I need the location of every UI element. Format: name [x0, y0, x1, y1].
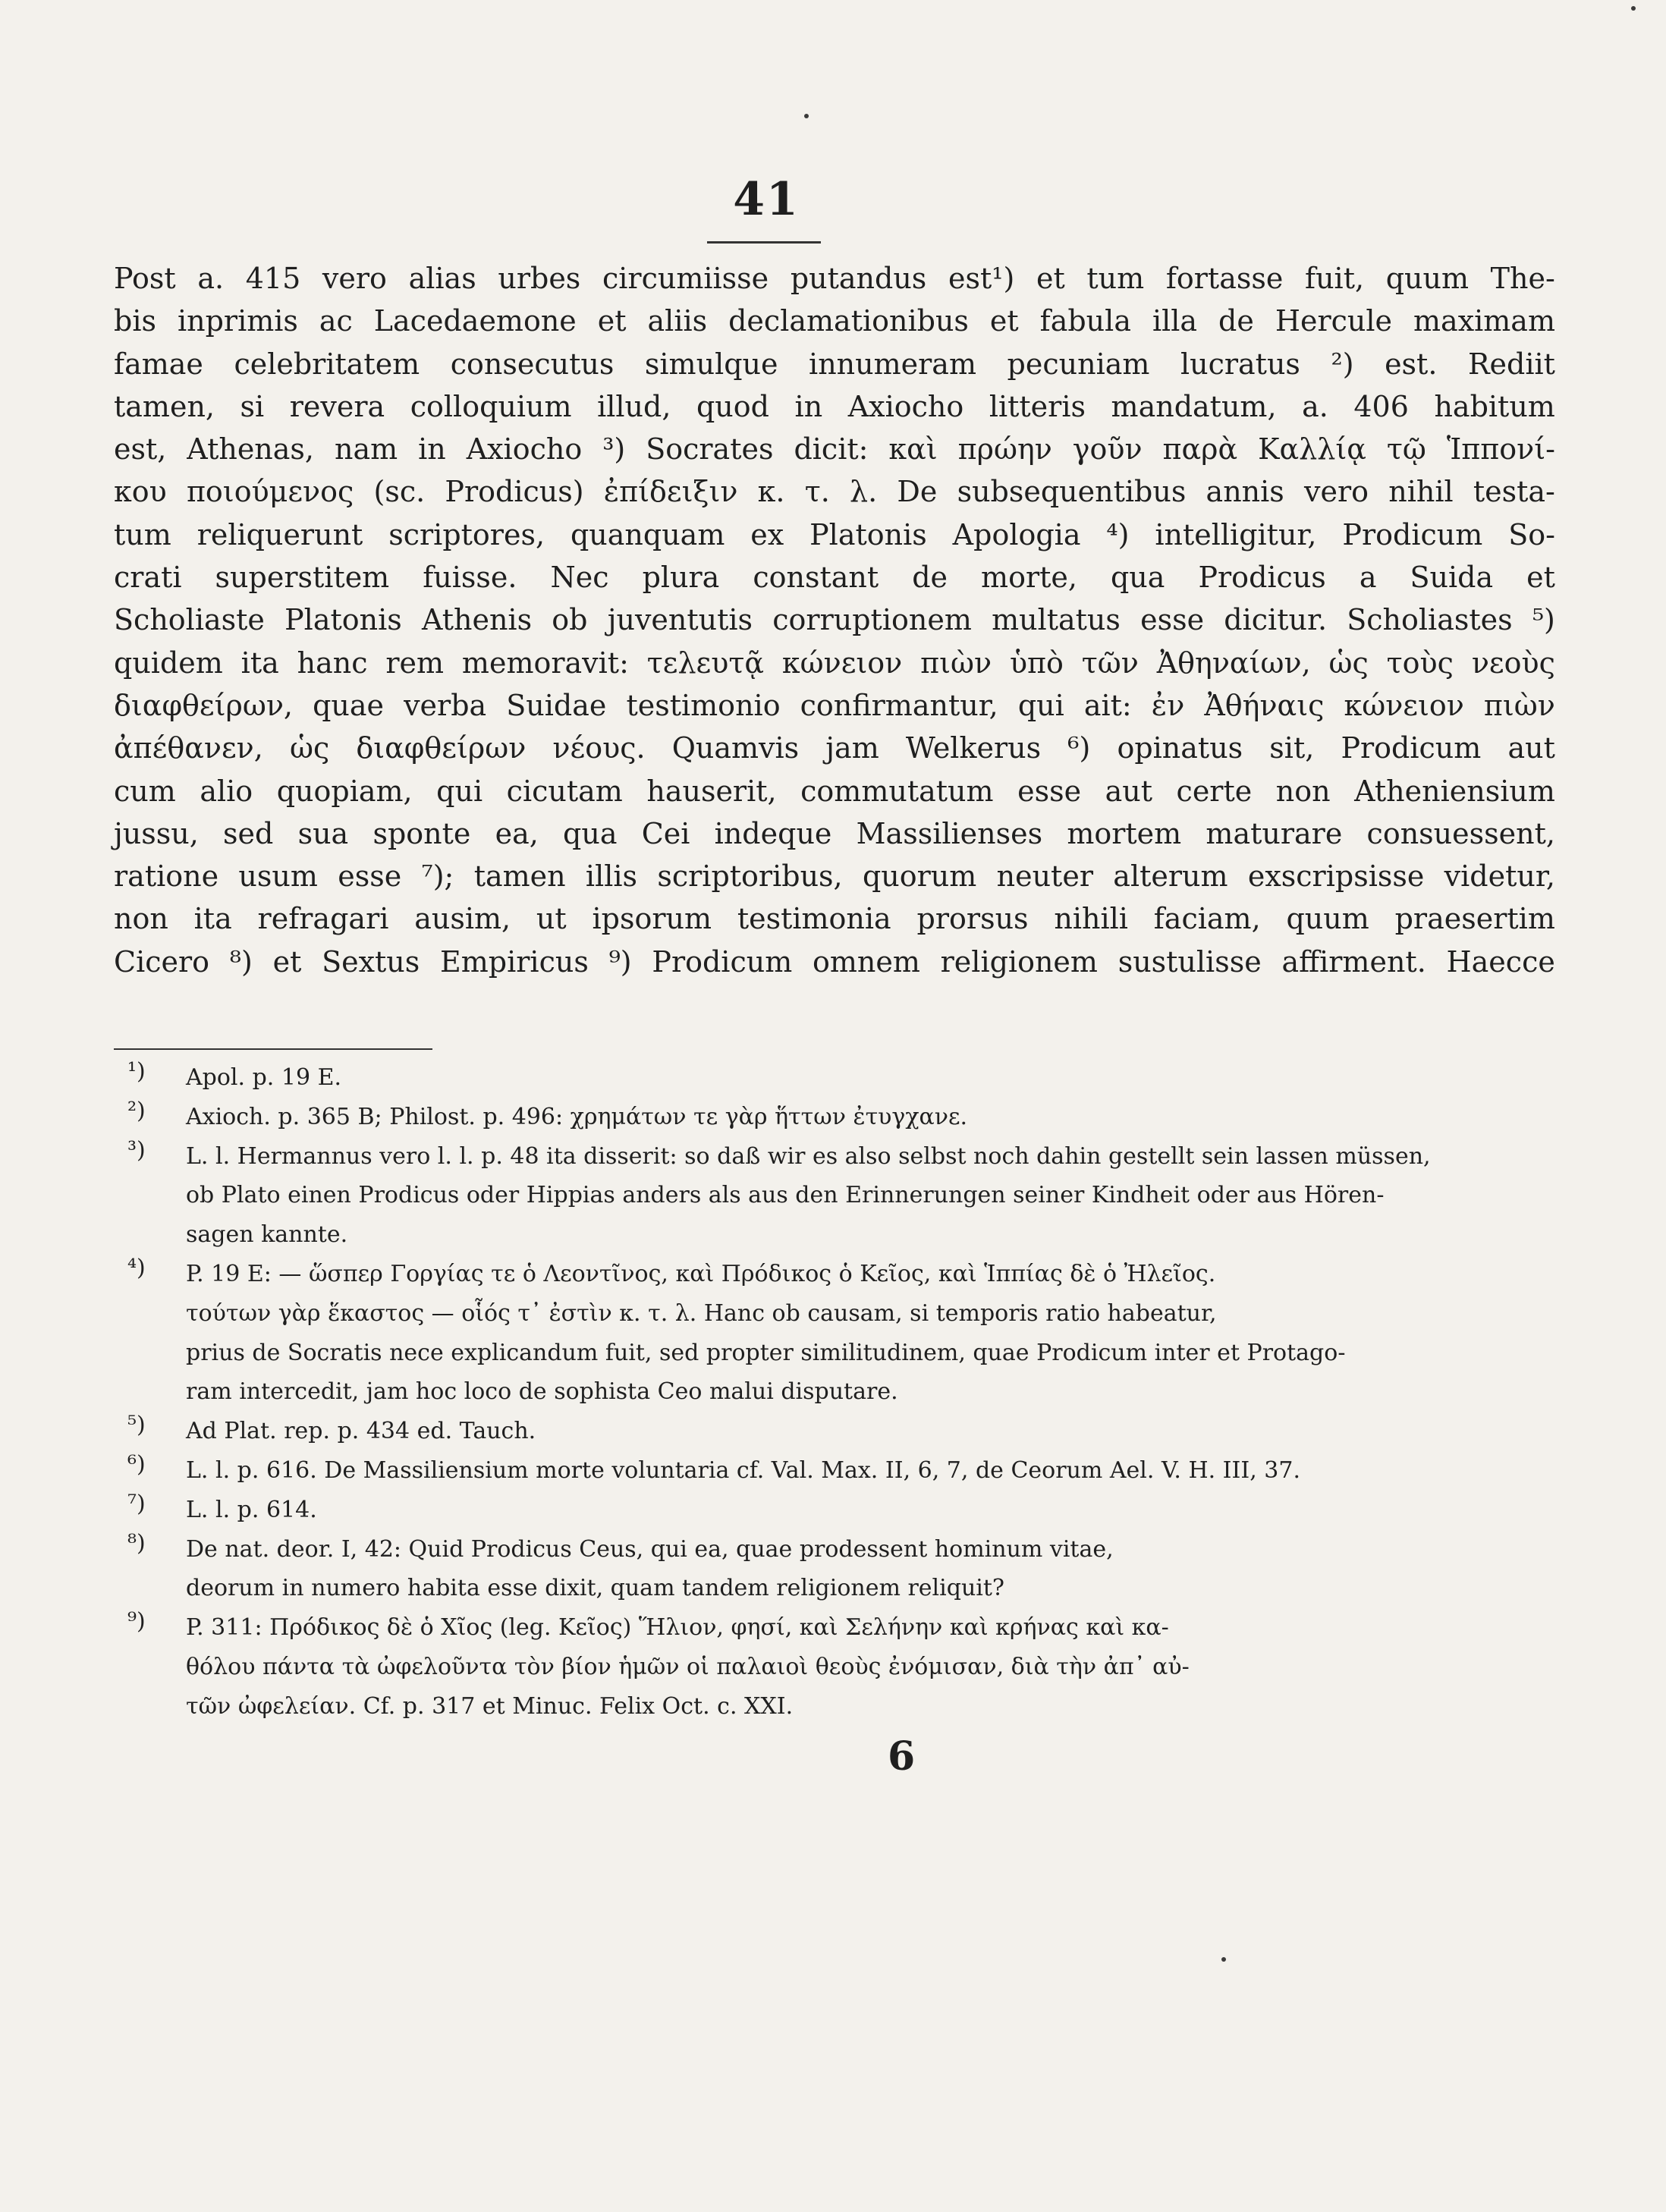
word: a: [1359, 561, 1377, 595]
word: commutatum: [800, 774, 994, 808]
footnote-line: Ad Plat. rep. p. 434 ed. Tauch.: [186, 1418, 536, 1445]
footnote-rule: [114, 1048, 432, 1050]
footnote: [114, 1491, 1555, 1530]
word: ποιούμενος: [186, 475, 354, 509]
word: urbes: [498, 262, 581, 295]
word: fuisse.: [423, 561, 517, 595]
word: inprimis: [177, 304, 298, 338]
word: morte,: [981, 561, 1077, 595]
word: ⁶): [1067, 731, 1091, 765]
word: esse: [1140, 603, 1205, 637]
word: declamationibus: [728, 304, 969, 338]
word: νέους.: [552, 731, 646, 765]
word: ait:: [1083, 688, 1132, 722]
word: Scholiaste: [114, 603, 265, 637]
footnote-mark: ⁹): [127, 1608, 146, 1635]
word: cum: [114, 774, 176, 808]
word: Cicero: [114, 944, 210, 979]
word: et: [597, 304, 627, 338]
word: ea,: [495, 816, 539, 850]
word: fortasse: [1165, 262, 1284, 295]
ink-spot: [1631, 6, 1636, 11]
word: praesertim: [1394, 902, 1555, 936]
ink-spot: [804, 114, 809, 118]
word: crati: [114, 561, 182, 595]
word: refragari: [257, 902, 389, 936]
word: vero: [322, 262, 387, 295]
word: ⁵): [1532, 603, 1555, 637]
word: hauserit,: [646, 774, 777, 808]
footnote-line: ob Plato einen Prodicus oder Hippias anders als aus den Erinnerungen seiner Kindheit oder aus Hören-: [186, 1182, 1385, 1209]
word: Platonis: [809, 517, 927, 551]
word: κώνειον: [1344, 688, 1464, 722]
word: Axiocho: [466, 432, 583, 467]
word: confirmantur,: [800, 688, 998, 722]
word: vero: [1304, 475, 1369, 509]
word: Empiricus: [440, 944, 589, 979]
word: qua: [1110, 561, 1165, 595]
word: prorsus: [916, 902, 1029, 936]
word: Athenas,: [187, 432, 315, 467]
footnote-mark: ²): [127, 1097, 146, 1124]
word: hanc: [297, 646, 368, 680]
footnote-line: P. 311: Πρόδικος δὲ ὁ Χῖος (leg. Κεῖος) Ἥλιον, φησί, καὶ Σελήνην καὶ κρήνας καὶ κα-: [186, 1614, 1169, 1642]
word: ⁸): [229, 944, 253, 979]
word: memoravit:: [461, 646, 629, 680]
footnote-mark: ⁵): [127, 1412, 146, 1439]
word: fabula: [1039, 304, 1131, 338]
word: tum: [1086, 262, 1145, 295]
text-line: [114, 432, 1555, 475]
word: νεοὺς: [1471, 646, 1555, 680]
word: quum: [1385, 262, 1470, 295]
word: quopiam,: [276, 774, 413, 808]
word: Prodicus: [1198, 561, 1326, 595]
footnote: [114, 1137, 1555, 1255]
word: consuessent,: [1366, 816, 1555, 850]
word: Massilienses: [856, 816, 1043, 850]
word: rem: [385, 646, 445, 680]
word: Sextus: [322, 944, 420, 979]
word: intelligitur,: [1155, 517, 1317, 551]
footnote: [114, 1412, 1555, 1451]
word: τοὺς: [1386, 646, 1454, 680]
word: consecutus: [450, 347, 615, 381]
word: διαφθείρων,: [114, 688, 294, 722]
text-line: [114, 475, 1555, 517]
footnote-mark: ⁷): [127, 1490, 146, 1517]
word: ac: [319, 304, 353, 338]
word: pecuniam: [1007, 347, 1150, 381]
text-line: [114, 262, 1555, 304]
word: quidem: [114, 646, 223, 680]
word: mortem: [1067, 816, 1182, 850]
word: alio: [200, 774, 253, 808]
word: constant: [753, 561, 879, 595]
word: sit,: [1269, 731, 1315, 765]
word: celebritatem: [234, 347, 420, 381]
word: ἐν: [1151, 688, 1185, 722]
word: videtur,: [1444, 859, 1555, 894]
word: litteris: [989, 389, 1086, 423]
word: Scholiastes: [1347, 603, 1513, 637]
word: sua: [297, 816, 349, 850]
word: si: [240, 389, 265, 423]
word: Ἀθήναις: [1204, 688, 1325, 722]
text-line: [114, 902, 1555, 944]
footnote-line: P. 19 E: — ὥσπερ Γοργίας τε ὁ Λεοντῖνος, καὶ Πρόδικος ὁ Κεῖος, καὶ Ἱππίας δὲ ὁ Ἠλεῖος.: [186, 1260, 1216, 1287]
word: innumeram: [809, 347, 976, 381]
footnote-line: L. l. Hermannus vero l. l. p. 48 ita disserit: so daß wir es also selbst noch dahin gestellt sein lassen müssen,: [186, 1142, 1431, 1170]
word: multatus: [992, 603, 1121, 637]
footnote-line: θόλου πάντα τὰ ὠφελοῦντα τὸν βίον ἡμῶν οἱ παλαιοὶ θεοὺς ἐνόμισαν, διὰ τὴν ἀπ᾽ αὐ-: [186, 1653, 1190, 1680]
word: qui: [436, 774, 483, 808]
word: reliquerunt: [196, 517, 363, 551]
word: κώνειον: [781, 646, 903, 680]
word: ὡς: [1328, 646, 1369, 680]
word: alias: [408, 262, 476, 295]
word: πιὼν: [920, 646, 992, 680]
footnote-line: L. l. p. 614.: [186, 1496, 317, 1523]
word: maximam: [1413, 304, 1555, 338]
word: non: [1275, 774, 1331, 808]
word: est,: [114, 432, 167, 467]
word: aut: [1507, 731, 1555, 765]
text-line: [114, 731, 1555, 774]
text-line: [114, 304, 1555, 347]
word: τελευτᾷ: [646, 646, 764, 680]
footnote: [114, 1608, 1555, 1726]
word: ³): [602, 432, 626, 467]
footnote-line: τούτων γὰρ ἕκαστος — οἷός τ᾽ ἐστὶν κ. τ. λ. Hanc ob causam, si temporis ratio habeatur,: [186, 1299, 1217, 1327]
word: Prodicum: [1341, 731, 1482, 765]
text-line: [114, 646, 1555, 689]
word: testimonio: [626, 688, 781, 722]
word: et: [1036, 262, 1065, 295]
page-number-rule: [707, 241, 821, 244]
word: γοῦν: [1072, 432, 1143, 467]
word: ratione: [114, 859, 219, 894]
word: illud,: [597, 389, 671, 423]
footnote: [114, 1058, 1555, 1098]
word: ⁹): [608, 944, 632, 979]
ink-spot: [1221, 1957, 1226, 1962]
word: ὡς: [289, 731, 330, 765]
word: bis: [114, 304, 156, 338]
word: illis: [585, 859, 638, 894]
word: quanquam: [570, 517, 725, 551]
word: jam: [825, 731, 879, 765]
footnote-line: De nat. deor. I, 42: Quid Prodicus Ceus, qui ea, quae prodessent hominum vitae,: [186, 1535, 1114, 1563]
footnote-mark: ³): [127, 1136, 146, 1164]
footnote-line: L. l. p. 616. De Massiliensium morte voluntaria cf. Val. Max. II, 6, 7, de Ceorum Ael. V. H. III, 37.: [186, 1456, 1301, 1484]
footnote-mark: ⁴): [127, 1254, 146, 1281]
word: plura: [642, 561, 720, 595]
word: ⁴): [1106, 517, 1130, 551]
text-line: [114, 817, 1555, 859]
word: Haecce: [1446, 944, 1555, 979]
text-line: [114, 859, 1555, 902]
word: ob: [552, 603, 588, 637]
word: Καλλίᾳ: [1258, 432, 1366, 467]
word: testa-: [1473, 475, 1555, 509]
word: certe: [1176, 774, 1253, 808]
word: λ.: [850, 475, 878, 509]
text-line: [114, 518, 1555, 561]
footnotes: [114, 1058, 1555, 1727]
word: juventutis: [607, 603, 753, 637]
word: a.: [197, 262, 225, 295]
word: 415: [245, 262, 301, 295]
word: et: [272, 944, 302, 979]
word: exscripsisse: [1247, 859, 1425, 894]
word: καὶ: [888, 432, 938, 467]
word: sustulisse: [1117, 944, 1262, 979]
page-number: 41: [733, 173, 800, 226]
word: Athenis: [421, 603, 533, 637]
word: κ.: [757, 475, 785, 509]
word: Socrates: [646, 432, 774, 467]
footnote: [114, 1255, 1555, 1412]
word: quorum: [862, 859, 977, 894]
word: subsequentibus: [957, 475, 1187, 509]
word: et: [989, 304, 1019, 338]
word: indeque: [714, 816, 832, 850]
word: revera: [289, 389, 385, 423]
word: est¹): [948, 262, 1015, 295]
word: cicutam: [506, 774, 623, 808]
footnote-mark: ⁸): [127, 1529, 146, 1557]
main-text: [114, 262, 1555, 988]
word: κου: [114, 475, 167, 509]
footnote-mark: ⁶): [127, 1450, 146, 1478]
word: παρὰ: [1162, 432, 1238, 467]
word: lucratus: [1180, 347, 1300, 381]
word: Lacedaemone: [373, 304, 577, 338]
word: est.: [1385, 347, 1438, 381]
word: πρώην: [957, 432, 1052, 467]
word: famae: [114, 347, 203, 381]
word: tamen,: [114, 389, 215, 423]
word: mandatum,: [1111, 389, 1277, 423]
footnote-line: Apol. p. 19 E.: [186, 1064, 342, 1091]
word: ita: [193, 902, 232, 936]
word: neuter: [996, 859, 1093, 894]
word: ut: [536, 902, 567, 936]
word: opinatus: [1117, 731, 1243, 765]
word: fuit,: [1305, 262, 1365, 295]
word: Prodicum: [1342, 517, 1483, 551]
word: habitum: [1434, 389, 1555, 423]
text-line: [114, 689, 1555, 731]
footnote: [114, 1098, 1555, 1137]
footnote-mark: ¹): [127, 1058, 146, 1085]
word: in: [794, 389, 823, 423]
word: aliis: [647, 304, 708, 338]
word: jussu,: [114, 816, 199, 850]
word: dicit:: [794, 432, 869, 467]
word: dicitur.: [1224, 603, 1328, 637]
text-line: [114, 945, 1555, 988]
word: testimonia: [737, 902, 891, 936]
word: Quamvis: [671, 731, 800, 765]
word: Ἀθηναίων,: [1156, 646, 1311, 680]
word: nihil: [1388, 475, 1454, 509]
word: Apologia: [952, 517, 1081, 551]
word: in: [418, 432, 446, 467]
word: De: [897, 475, 938, 509]
word: Suidae: [506, 688, 607, 722]
word: Post: [114, 262, 176, 295]
footnote-line: sagen kannte.: [186, 1221, 348, 1249]
word: tamen: [473, 859, 566, 894]
word: Atheniensium: [1354, 774, 1555, 808]
footnote: [114, 1530, 1555, 1609]
word: ὑπὸ: [1009, 646, 1064, 680]
word: ἐπίδειξιν: [603, 475, 738, 509]
word: ²): [1331, 347, 1354, 381]
word: esse: [338, 859, 402, 894]
word: 406: [1353, 389, 1409, 423]
word: a.: [1302, 389, 1328, 423]
word: So-: [1508, 517, 1555, 551]
text-line: [114, 775, 1555, 817]
word: Rediit: [1467, 347, 1555, 381]
word: annis: [1205, 475, 1284, 509]
word: quae: [313, 688, 385, 722]
word: de: [1218, 304, 1254, 338]
word: qua: [563, 816, 618, 850]
word: ipsorum: [592, 902, 712, 936]
word: Platonis: [284, 603, 402, 637]
word: esse: [1017, 774, 1082, 808]
word: nihili: [1054, 902, 1128, 936]
word: scriptoribus,: [657, 859, 843, 894]
word: Axiocho: [847, 389, 964, 423]
text-line: [114, 347, 1555, 390]
word: ⁷);: [421, 859, 454, 894]
word: sponte: [372, 816, 471, 850]
footnote: [114, 1451, 1555, 1491]
word: Cei: [641, 816, 690, 850]
word: ἀπέθανεν,: [114, 731, 263, 765]
word: διαφθείρων: [356, 731, 527, 765]
word: Prodicum: [652, 944, 793, 979]
footnote-line: Axioch. p. 365 B; Philost. p. 496: χρημάτων τε γὰρ ἥττων ἐτυγχανε.: [186, 1103, 968, 1130]
word: alterum: [1113, 859, 1228, 894]
word: quod: [696, 389, 769, 423]
word: illa: [1152, 304, 1198, 338]
word: verba: [404, 688, 487, 722]
word: omnem: [813, 944, 920, 979]
word: et: [1526, 561, 1555, 595]
text-line: [114, 603, 1555, 646]
word: nam: [334, 432, 398, 467]
word: affirment.: [1281, 944, 1426, 979]
word: colloquium: [410, 389, 572, 423]
footnote-line: ram intercedit, jam hoc loco de sophista Ceo malui disputare.: [186, 1378, 898, 1406]
word: scriptores,: [388, 517, 545, 551]
word: ita: [240, 646, 279, 680]
word: corruptionem: [772, 603, 972, 637]
word: de: [912, 561, 948, 595]
word: circumiisse: [602, 262, 769, 295]
word: quum: [1286, 902, 1369, 936]
word: superstitem: [215, 561, 390, 595]
word: ausim,: [414, 902, 511, 936]
word: putandus: [790, 262, 927, 295]
word: Nec: [550, 561, 609, 595]
word: aut: [1105, 774, 1152, 808]
word: (sc.: [373, 475, 426, 509]
word: Suida: [1410, 561, 1494, 595]
text-line: [114, 390, 1555, 432]
footnote-line: deorum in numero habita esse dixit, quam tandem religionem reliquit?: [186, 1575, 1005, 1602]
word: The-: [1490, 262, 1555, 295]
word: τ.: [804, 475, 830, 509]
word: τῷ: [1386, 432, 1426, 467]
word: πιὼν: [1483, 688, 1555, 722]
footnote-line: prius de Socratis nece explicandum fuit, sed propter similitudinem, quae Prodicum inter et Protago-: [186, 1339, 1346, 1366]
word: non: [114, 902, 168, 936]
footnote-line: τῶν ὠφελείαν. Cf. p. 317 et Minuc. Felix Oct. c. XXI.: [186, 1692, 794, 1720]
text-line: [114, 561, 1555, 603]
word: usum: [238, 859, 318, 894]
word: Welkerus: [905, 731, 1042, 765]
word: ex: [750, 517, 784, 551]
word: Ἱππονί-: [1446, 432, 1555, 467]
word: Prodicus): [445, 475, 584, 509]
word: τῶν: [1081, 646, 1139, 680]
word: Hercule: [1275, 304, 1393, 338]
word: sed: [223, 816, 274, 850]
word: tum: [114, 517, 171, 551]
word: religionem: [940, 944, 1098, 979]
word: faciam,: [1153, 902, 1261, 936]
word: qui: [1017, 688, 1064, 722]
word: simulque: [644, 347, 778, 381]
word: maturare: [1205, 816, 1343, 850]
sheet-signature: 6: [888, 1733, 916, 1780]
